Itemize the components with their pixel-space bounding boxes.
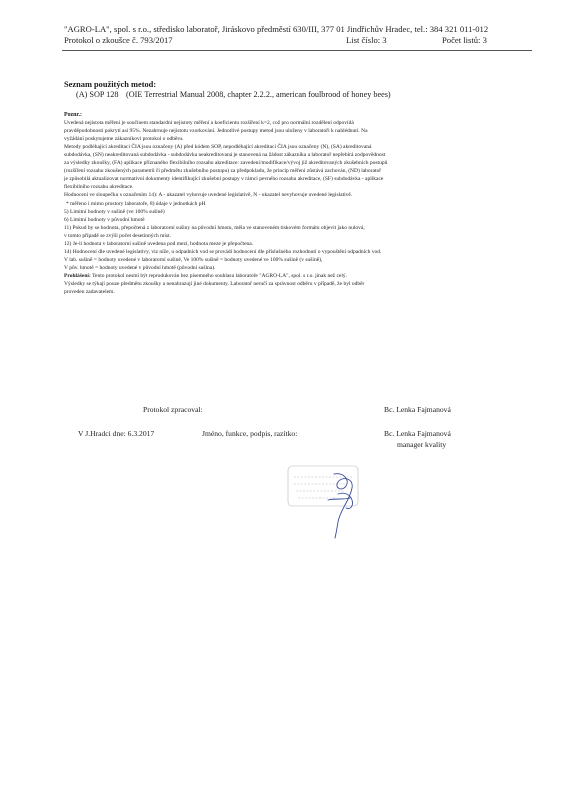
place-date: V J.Hradci dne: 6.3.2017	[78, 429, 155, 438]
note-line: 11) Pokud by se hodnota, přepočtená z laboratorní sušiny na původní hmotu, měla ve stanoveném tiskovém formátu objevit jako nulová,	[64, 224, 365, 231]
signature-field-label: Jméno, funkce, podpis, razítko:	[202, 429, 298, 438]
note-line: V pův. hmotě = hodnoty uvedené v původní hmotě (původní sušina).	[64, 264, 216, 271]
sheet-count: Počet listů: 3	[442, 35, 487, 45]
reproduction-statement	[64, 272, 532, 280]
statement-label: Prohlášení:	[64, 272, 91, 279]
note-line: * měřeno i mimo prostory laboratoře, 8) údaje v jednotkách pH	[66, 200, 206, 207]
signer-name: Bc. Lenka Fajmanová	[384, 429, 451, 438]
methods-title: Seznam použitých metod:	[64, 80, 157, 89]
note-line: 14) Hodnocení dle uvedené legislativy, viz níže, u odpadních vod se provádí hodnocení dle příslušného rozhodnutí o vypouštění odpadních vod.	[64, 248, 382, 255]
note-line: Hodnocení ve sloupečku s označením 14): A - ukazatel vyhovuje uvedené legislativě, N - ukazatel nevyhovuje uvedené legislativě.	[64, 192, 353, 199]
method-item	[76, 90, 391, 99]
note-line: flexibilního rozsahu akreditace.	[64, 184, 134, 191]
note-line: V lab. sušině = hodnoty uvedené v laboratorní sušině, Ve 100% sušině = hodnoty uvedené ve 100% sušině (v sušině),	[64, 256, 323, 263]
note-line: (rozšíření rozsahu zkoušených parametrů či předmětu zkušebního postupu) za předpokladu, že princip měření zůstává zachován, (ND) laboratoř	[64, 168, 382, 175]
notes-section	[64, 111, 532, 296]
method-code: (A) SOP 128	[76, 90, 119, 99]
note-line: za výsledky zkoušky, (FA) aplikace příznaného flexibilního rozsahu akreditace: zavedení/modifikace/vývoj již akreditovaných zkušebních postupů	[64, 160, 388, 167]
note-line: Metody podléhající akreditaci ČIA jsou označeny (A) před kódem SOP, nepodléhající akreditaci ČIA jsou označeny (N), (SA) akreditovaná	[64, 144, 372, 151]
header-divider	[62, 50, 532, 51]
note-line: 6) Limitní hodnoty v původní hmotě	[64, 216, 145, 223]
sheet-number: List číslo: 3	[346, 35, 387, 45]
note-line: je způsobilá aktualizovat normativní dokumenty identifikující zkušební postupy v rámci pevného rozsahu akreditace, (SF) subdodávka - aplikace	[64, 176, 384, 183]
results-note: proveden zadavatelem.	[64, 289, 115, 296]
prepared-by-name: Bc. Lenka Fajmanová	[384, 405, 451, 414]
note-line: v tomto případě se zvýší počet desetinných míst.	[64, 232, 171, 239]
prepared-by-label: Protokol zpracoval:	[143, 405, 203, 414]
note-line: 5) Limitní hodnoty v sušině (ve 100% sušině)	[64, 208, 165, 215]
page-header	[64, 24, 534, 46]
note-line: subdodávka, (SN) neakreditovaná subdodávka - subdodávka neakreditovaná je stanovená na žádost zákazníka a laboratoř nepřebírá zodpovědnost	[64, 152, 386, 159]
statement-text: Tento protokol nesmí být reprodukován bez písemného souhlasu laboratoře "AGRO-LA", spol. s r.o. jinak než celý.	[90, 272, 347, 279]
method-description: (OIE Terrestrial Manual 2008, chapter 2.2.2., american foulbrood of honey bees)	[126, 90, 391, 99]
notes-title: Poznr.:	[64, 112, 82, 118]
signer-role: manager kvality	[397, 440, 447, 449]
note-line: pravděpodobnosti pokrytí asi 95%. Nezahrnuje nejistotu vzorkování. Jednotlivé postupy metod jsou uloženy v laboratoři k nahlédnutí. Na	[64, 128, 368, 135]
protocol-number: Protokol o zkoušce č. 793/2017	[64, 35, 173, 45]
handwritten-signature	[310, 470, 370, 540]
lab-address: "AGRO-LA", spol. s r.o., středisko laboratoř, Jiráskovo předměstí 630/III, 377 01 Jindřichův Hradec, tel.: 384 321 011-012	[64, 24, 489, 34]
note-line: Uvedená nejistota měření je součinem standardní nejistoty měření a koeficientu rozšíření k=2, což pro normální rozdělení odpovídá	[64, 120, 354, 127]
note-line: vyžádání poskytujeme zákazníkovi protokol o odběru.	[64, 136, 184, 143]
note-line: 12) Je-li hodnota v laboratorní sušině uvedena pod mezí, hodnota meze je přepočtena.	[64, 240, 254, 247]
results-note: Výsledky se týkají pouze předmětu zkoušky a nenahrazují jiné dokumenty. Laboratoř neručí za správnost odběru v případě, že byl odběr	[64, 280, 365, 287]
